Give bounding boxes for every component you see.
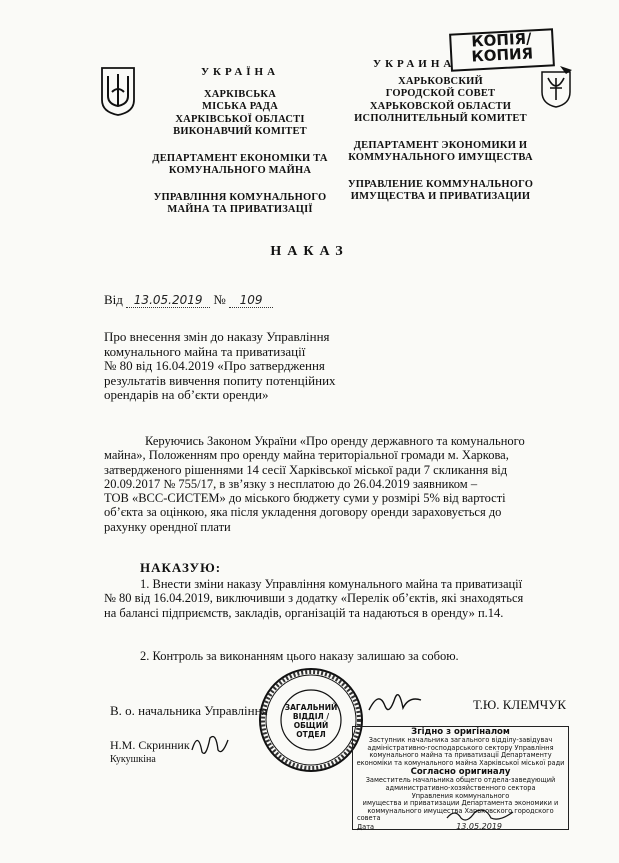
document-title: НАКАЗ	[270, 244, 349, 259]
stamp-line-uk: Заступник начальника загального відділу-завідувач	[368, 736, 553, 744]
signatory-name: Т.Ю. КЛЕМЧУК	[473, 697, 567, 712]
preamble-line: затвердженого рішеннями 14 сесії Харківської міської ради 7 скликання від	[104, 462, 508, 477]
copy-stamp-line-2: КОПИЯ	[470, 44, 534, 66]
stamp-signature-icon	[445, 806, 515, 824]
order-item-2: 2. Контроль за виконанням цього наказу залишаю за собою.	[140, 649, 459, 663]
item1-line: 1. Внести зміни наказу Управління комунального майна та приватизації	[140, 577, 523, 591]
stamp-line-ru: имущества и приватизации Департамента экономики и	[362, 799, 559, 808]
executor-signature-icon	[190, 730, 230, 760]
number-label: №	[213, 292, 226, 307]
directorate-uk-2: МАЙНА ТА ПРИВАТИЗАЦІЇ	[167, 204, 313, 215]
preamble-line: Керуючись Законом України «Про оренду державного та комунального	[145, 434, 525, 448]
department-ru-1: ДЕПАРТАМЕНТ ЭКОНОМИКИ И	[353, 139, 528, 151]
dateline	[104, 292, 273, 308]
order-word: НАКАЗУЮ:	[140, 560, 222, 575]
city-council-uk-2: МІСЬКА РАДА	[201, 101, 278, 112]
stamp-line-ru: совета	[357, 814, 381, 823]
city-council-ru-1: ХАРЬКОВСКИЙ	[398, 75, 483, 87]
round-stamp-line: ВІДДІЛ /	[292, 712, 330, 721]
preamble	[104, 434, 582, 534]
city-council-uk-4: ВИКОНАВЧИЙ КОМІТЕТ	[173, 126, 307, 137]
header-left	[140, 66, 340, 217]
department-uk-1: ДЕПАРТАМЕНТ ЕКОНОМІКИ ТА	[152, 152, 328, 164]
city-council-uk-3: ХАРКІВСЬКОЇ ОБЛАСТІ	[175, 113, 305, 125]
stamp-line-uk: економіки та комунального майна Харківської міської ради	[356, 758, 565, 767]
round-stamp-line: ОБЩИЙ ОТДЕЛ	[293, 721, 329, 739]
order-subject	[104, 330, 364, 403]
signatory-position: В. о. начальника Управління	[110, 703, 268, 718]
item1-line: № 80 від 16.04.2019, виключивши з додатку «Перелік об’єктів, які знаходяться	[104, 591, 524, 606]
round-seal-stamp	[257, 666, 365, 774]
copy-stamp-line-1: КОПІЯ/	[470, 29, 533, 51]
date-prefix: Від	[104, 292, 123, 307]
city-council-uk-1: ХАРКІВСЬКА	[203, 88, 276, 100]
preamble-line: майна», Положенням про оренду майна територіальної громади м. Харкова,	[104, 448, 509, 463]
order-number: 109	[229, 293, 273, 308]
stamp-line-uk: комунального майна та приватизації Департаменту	[369, 751, 552, 760]
subject-line: результатів вивчення попиту потенційних	[104, 372, 336, 388]
subject-line: комунального майна та приватизації	[104, 343, 306, 359]
department-ru-2: КОММУНАЛЬНОГО ИМУЩЕСТВА	[348, 152, 533, 163]
stamp-line-uk: адміністративно-господарського сектору Управління	[367, 743, 554, 752]
directorate-ru-1: УПРАВЛЕНИЕ КОММУНАЛЬНОГО	[347, 178, 534, 190]
item1-line: на балансі підприємств, закладів, організацій та надаються в оренду» п.14.	[104, 605, 504, 620]
preamble-line: рахунку орендної плати	[104, 519, 231, 534]
country-uk: УКРАЇНА	[200, 66, 280, 78]
stamp-line-ru: Заместитель начальника общего отдела-заведующий	[365, 776, 556, 785]
country-ru: УКРАИНА	[373, 58, 456, 70]
stamp-line-ru: административно-хозяйственного сектора	[385, 783, 536, 792]
stamp-title-ru: Согласно оригиналу	[410, 767, 511, 778]
subject-line: Про внесення змін до наказу Управління	[104, 329, 330, 344]
stamp-date: 13.05.2019	[456, 821, 502, 831]
directorate-ru-2: ИМУЩЕСТВА И ПРИВАТИЗАЦИИ	[350, 191, 531, 202]
order-date: 13.05.2019	[126, 293, 210, 308]
stamp-date-row	[353, 823, 568, 832]
preamble-line: об’єкта за оцінкою, яка після укладення договору оренди зараховується до	[104, 505, 502, 520]
preamble-line: 20.09.2017 № 755/17, в зв’язку з несплатою до 26.04.2019 заявником –	[104, 476, 478, 491]
round-stamp-line: ЗАГАЛЬНИЙ	[284, 703, 338, 712]
stamp-date-label: Дата	[357, 822, 375, 831]
directorate-uk-1: УПРАВЛІННЯ КОМУНАЛЬНОГО	[153, 191, 327, 203]
stamp-title-uk: Згідно з оригіналом	[411, 727, 510, 737]
city-council-ru-4: ИСПОЛНИТЕЛЬНЫЙ КОМИТЕТ	[354, 113, 527, 124]
executor-signer: Кукушкіна	[110, 754, 156, 765]
stamp-line-ru: Управления коммунального	[411, 791, 510, 800]
department-uk-2: КОМУНАЛЬНОГО МАЙНА	[168, 165, 312, 176]
preamble-line: ТОВ «ВСС-СИСТЕМ» до міського бюджету суми у розмірі 5% від вартості	[104, 491, 506, 506]
coat-of-arms-ukraine-icon	[100, 66, 136, 116]
city-council-ru-3: ХАРЬКОВСКОЙ ОБЛАСТИ	[369, 100, 512, 112]
header-right	[333, 58, 548, 204]
city-council-ru-2: ГОРОДСКОЙ СОВЕТ	[385, 88, 496, 99]
handwritten-signature-icon	[365, 686, 425, 720]
round-stamp-center	[283, 703, 339, 739]
executor-name: Н.М. Скринник	[110, 738, 190, 752]
stamp-line-ru: коммунального имущества Харьковского городского	[367, 806, 554, 815]
subject-line: орендарів на об’єкти оренди»	[104, 387, 269, 402]
subject-line: № 80 від 16.04.2019 «Про затвердження	[104, 358, 325, 373]
order-item-1	[104, 577, 582, 620]
